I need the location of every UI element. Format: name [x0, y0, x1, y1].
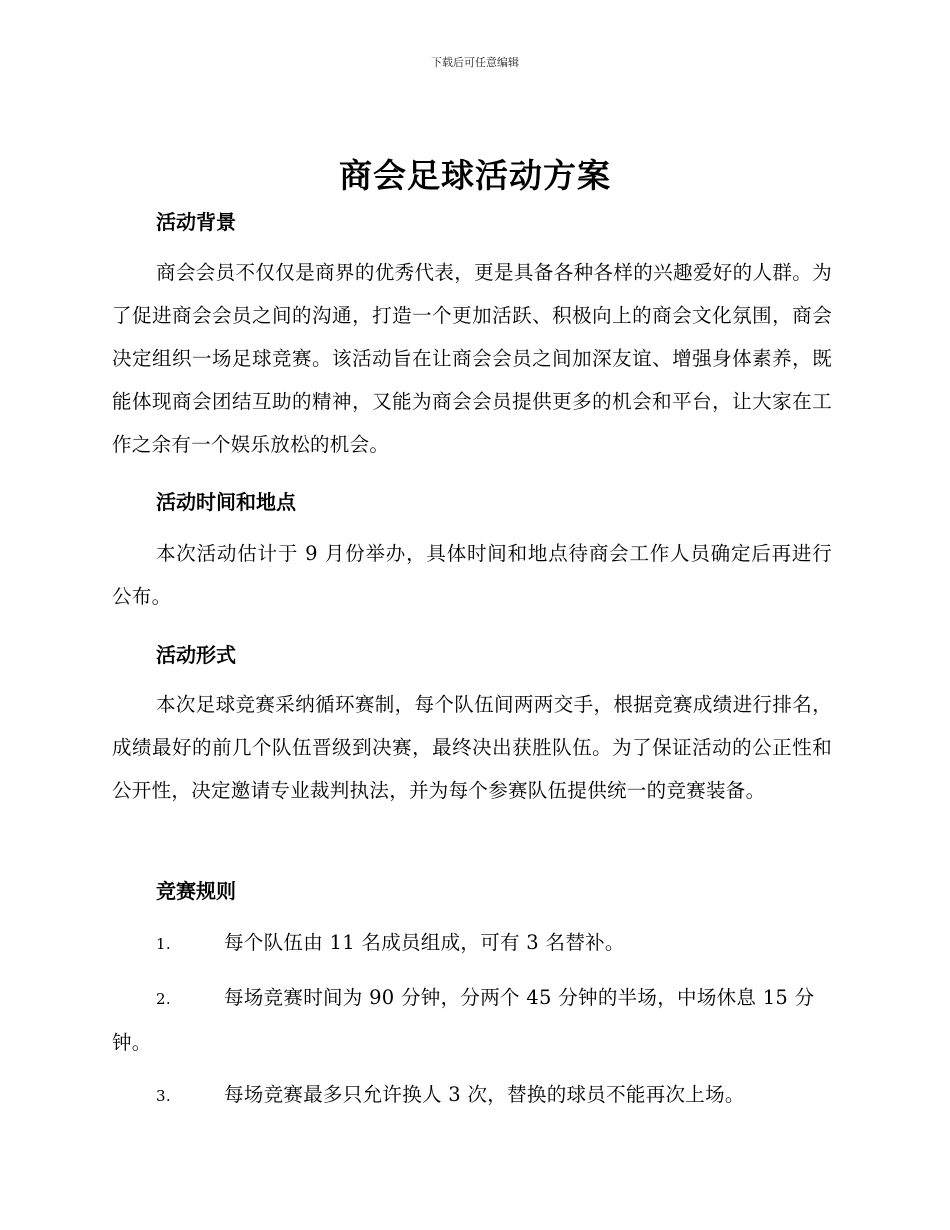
rule-item — [112, 921, 832, 966]
rule-text: 每个队伍由 11 名成员组成，可有 3 名替补。 — [224, 931, 625, 954]
header-note: 下载后可任意编辑 — [431, 56, 519, 69]
rule-item — [112, 976, 832, 1064]
paragraph-format: 本次足球竞赛采纳循环赛制，每个队伍间两两交手，根据竞赛成绩进行排名，成绩最好的前几个队伍晋级到决赛，最终决出获胜队伍。为了保证活动的公正性和公开性，决定邀请专业裁判执法，并为每个参赛队伍提供统一的竞赛装备。 — [112, 693, 832, 802]
rule-text: 每场竞赛最多只允许换人 3 次，替换的球员不能再次上场。 — [224, 1083, 745, 1106]
heading-rules: 竞赛规则 — [156, 879, 236, 903]
paragraph-background: 商会会员不仅仅是商界的优秀代表，更是具备各种各样的兴趣爱好的人群。为了促进商会会员之间的沟通，打造一个更加活跃、积极向上的商会文化氛围，商会决定组织一场足球竞赛。该活动旨在让商会会员之间加深友谊、增强身体素养，既能体现商会团结互助的精神，又能为商会会员提供更多的机会和平台，让大家在工作之余有一个娱乐放松的机会。 — [112, 261, 832, 456]
document-title: 商会足球活动方案 — [339, 156, 611, 195]
paragraph-time-place: 本次活动估计于 9 月份举办，具体时间和地点待商会工作人员确定后再进行公布。 — [112, 542, 832, 608]
rule-text: 每场竞赛时间为 90 分钟，分两个 45 分钟的半场，中场休息 15 分钟。 — [112, 986, 815, 1054]
rule-item — [112, 1073, 832, 1118]
heading-time-place: 活动时间和地点 — [156, 490, 296, 514]
rule-number: 2. — [156, 990, 171, 1008]
rule-number: 3. — [156, 1087, 171, 1105]
rule-number: 1. — [156, 935, 171, 953]
heading-format: 活动形式 — [156, 643, 236, 667]
heading-background: 活动背景 — [156, 210, 236, 234]
